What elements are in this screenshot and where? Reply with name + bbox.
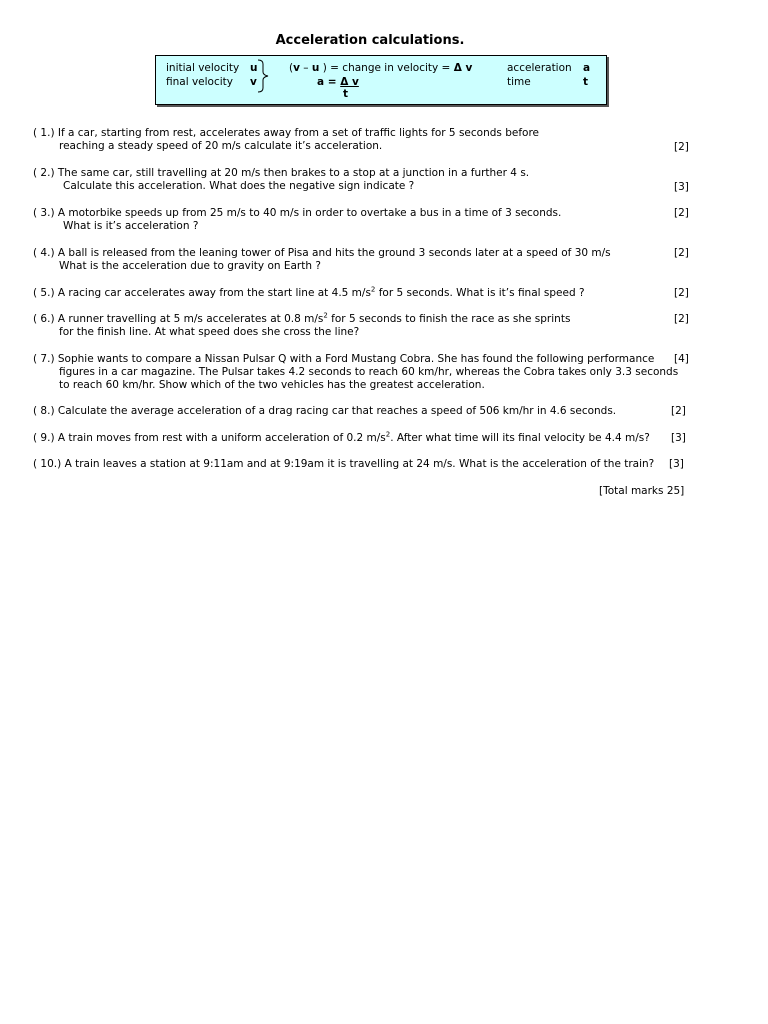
question-9-marks: [3] <box>671 432 686 444</box>
formula-box <box>155 55 607 105</box>
final-velocity-symbol: v <box>250 76 257 88</box>
initial-velocity-symbol: u <box>250 62 258 74</box>
question-8-marks: [2] <box>671 405 686 417</box>
question-10: ( 10.) A train leaves a station at 9:11am and at 9:19am it is travelling at 24 m/s. What is the acceleration of the train? <box>33 458 655 470</box>
page-title: Acceleration calculations. <box>275 33 465 48</box>
question-4: ( 4.) A ball is released from the leaning tower of Pisa and hits the ground 3 seconds later at a speed of 30 m/s What is the acceleration due to gravity on Earth ? <box>33 247 611 272</box>
acceleration-formula: a = Δ v <box>317 76 359 88</box>
question-9: ( 9.) A train moves from rest with a uniform acceleration of 0.2 $m/s^2$. After what time will its final velocity be 4.4 m/s? <box>33 430 650 444</box>
question-3-marks: [2] <box>674 207 689 219</box>
question-7-marks: [4] <box>674 353 689 365</box>
question-3: ( 3.) A motorbike speeds up from 25 m/s to 40 m/s in order to overtake a bus in a time of 3 seconds. What is it’s acceleration ? <box>33 207 562 232</box>
brace-icon <box>256 59 270 93</box>
final-velocity-label: final velocity <box>166 76 233 88</box>
acceleration-symbol: a <box>583 62 591 74</box>
total-marks: [Total marks 25] <box>599 485 685 497</box>
question-6: ( 6.) A runner travelling at 5 m/s accelerates at 0.8 $m/s^2$ for 5 seconds to finish the race as she sprints for the finish line. At what speed does she cross the line? <box>33 311 571 338</box>
question-5-marks: [2] <box>674 287 689 299</box>
acceleration-formula-denominator: t <box>343 88 349 100</box>
change-in-velocity-formula: (v – u ) = change in velocity = Δ v <box>289 62 473 74</box>
question-5: ( 5.) A racing car accelerates away from the start line at 4.5 $m/s^2$ for 5 seconds. What is it’s final speed ? <box>33 285 585 299</box>
question-10-marks: [3] <box>669 458 684 470</box>
question-1-marks: [2] <box>674 141 689 153</box>
initial-velocity-label: initial velocity <box>166 62 240 74</box>
question-6-marks: [2] <box>674 313 689 325</box>
question-8: ( 8.) Calculate the average acceleration of a drag racing car that reaches a speed of 506 km/hr in 4.6 seconds. <box>33 405 617 417</box>
time-symbol: t <box>583 76 589 88</box>
question-2: ( 2.) The same car, still travelling at 20 m/s then brakes to a stop at a junction in a further 4 s. Calculate this acceleration. What does the negative sign indicate ? <box>33 167 530 192</box>
question-4-marks: [2] <box>674 247 689 259</box>
question-1: ( 1.) If a car, starting from rest, accelerates away from a set of traffic lights for 5 seconds before reaching a steady speed of 20 m/s calculate it’s acceleration. <box>33 127 539 152</box>
acceleration-label: acceleration <box>507 62 572 74</box>
question-2-marks: [3] <box>674 181 689 193</box>
time-label: time <box>507 76 531 88</box>
question-7: ( 7.) Sophie wants to compare a Nissan Pulsar Q with a Ford Mustang Cobra. She has found the following performance figures in a car magazine. The Pulsar takes 4.2 seconds to reach 60 km/hr, whereas the Cobra takes only 3.3 seconds to reach 60 km/hr. Show which of the two vehicles has the greatest acceleration. <box>33 353 679 391</box>
